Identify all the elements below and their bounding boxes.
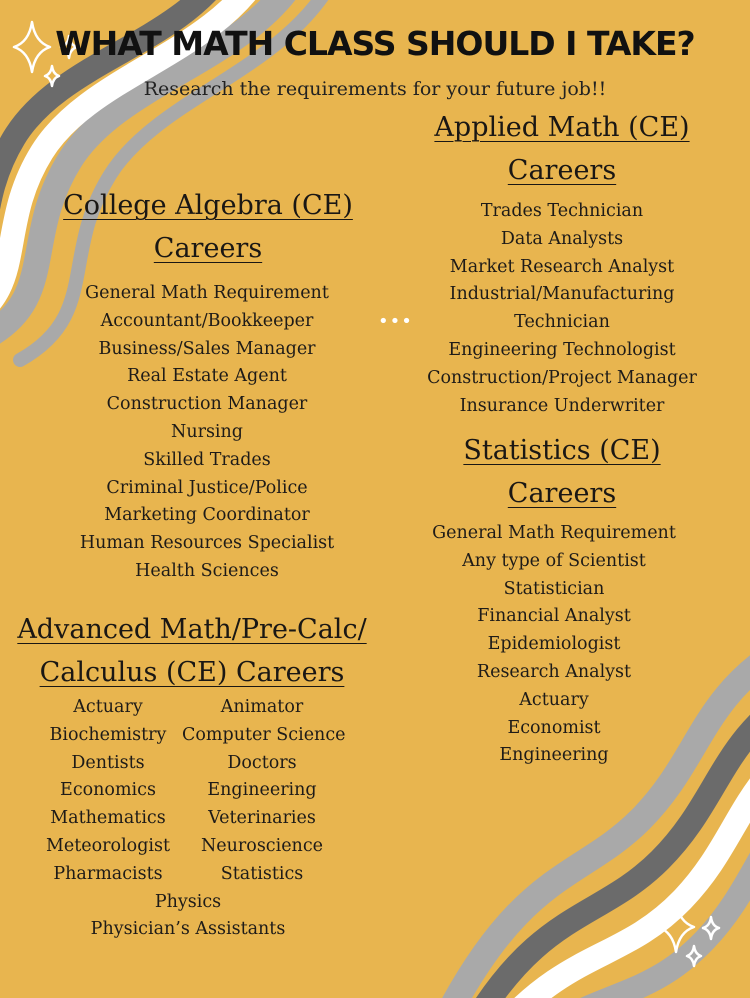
list-item: Criminal Justice/Police [106,477,308,498]
list-item: Engineering Technologist [448,339,676,360]
advanced-math-heading-line2: Calculus (CE) Careers [39,657,345,688]
list-item: Doctors [227,752,297,773]
applied-math-careers-list [412,198,712,420]
table-row [34,916,342,944]
list-item: Financial Analyst [477,606,631,627]
list-item: Dentists [71,752,145,773]
list-item: Industrial/Manufacturing [449,284,675,305]
list-item: Marketing Coordinator [104,505,310,526]
list-item: Human Resources Specialist [79,533,335,554]
statistics-heading [412,429,712,515]
table-row [34,694,342,722]
statistics-careers-list [404,520,704,770]
list-item: Actuary [519,689,589,710]
list-item: Statistician [503,578,605,599]
college-algebra-heading [58,184,358,270]
list-item: Data Analysts [500,228,624,249]
college-algebra-heading-line1: College Algebra (CE) [63,190,353,221]
list-item: Engineering [207,780,317,801]
list-item: Real Estate Agent [127,366,287,387]
list-item: General Math Requirement [432,523,676,543]
table-row [34,777,342,805]
table-row [34,861,342,889]
list-item: Computer Science [182,724,346,745]
list-item: Market Research Analyst [449,256,675,277]
list-item: Mathematics [50,808,166,829]
list-item: General Math Requirement [85,283,329,303]
more-icon: ••• [378,311,413,332]
list-item: Epidemiologist [487,634,621,655]
table-row [34,750,342,778]
list-item: Economics [60,780,156,801]
advanced-math-heading-line1: Advanced Math/Pre-Calc/ [17,614,367,645]
applied-math-heading-line2: Careers [507,155,617,186]
list-item: Physician’s Assistants [90,919,286,940]
list-item: Technician [514,312,610,333]
list-item: Economist [507,717,601,738]
list-item: Statistics [220,863,304,884]
list-item: Physics [154,891,222,912]
table-row [34,833,342,861]
list-item: Engineering [499,745,609,766]
statistics-heading-line1: Statistics (CE) [463,435,661,466]
list-item: Construction/Project Manager [427,367,697,388]
list-item: Any type of Scientist [462,550,646,571]
list-item: Insurance Underwriter [459,395,665,416]
table-row [34,722,346,750]
list-item: Veterinaries [208,808,316,829]
page-title: WHAT MATH CLASS SHOULD I TAKE? [55,24,695,63]
list-item: Animator [220,697,304,717]
advanced-math-heading [14,608,370,694]
statistics-heading-line2: Careers [507,478,617,509]
college-algebra-heading-line2: Careers [153,233,263,264]
list-item: Nursing [171,421,243,442]
college-algebra-careers-list [57,280,357,586]
list-item: Meteorologist [45,835,171,856]
list-item: Research Analyst [476,661,632,682]
list-item: Accountant/Bookkeeper [100,310,314,331]
list-item: Biochemistry [49,724,167,745]
list-item: Actuary [73,697,143,717]
applied-math-heading [412,106,712,192]
list-item: Trades Technician [480,201,644,221]
list-item: Construction Manager [106,394,308,415]
page-subtitle: Research the requirements for your future job!! [143,78,607,100]
applied-math-heading-line1: Applied Math (CE) [434,112,690,143]
table-row [34,889,342,917]
list-item: Pharmacists [53,863,163,884]
list-item: Health Sciences [135,560,279,581]
list-item: Skilled Trades [143,449,271,470]
list-item: Neuroscience [200,835,323,856]
list-item: Business/Sales Manager [98,338,316,359]
table-row [34,805,342,833]
advanced-math-careers-grid [34,694,346,944]
